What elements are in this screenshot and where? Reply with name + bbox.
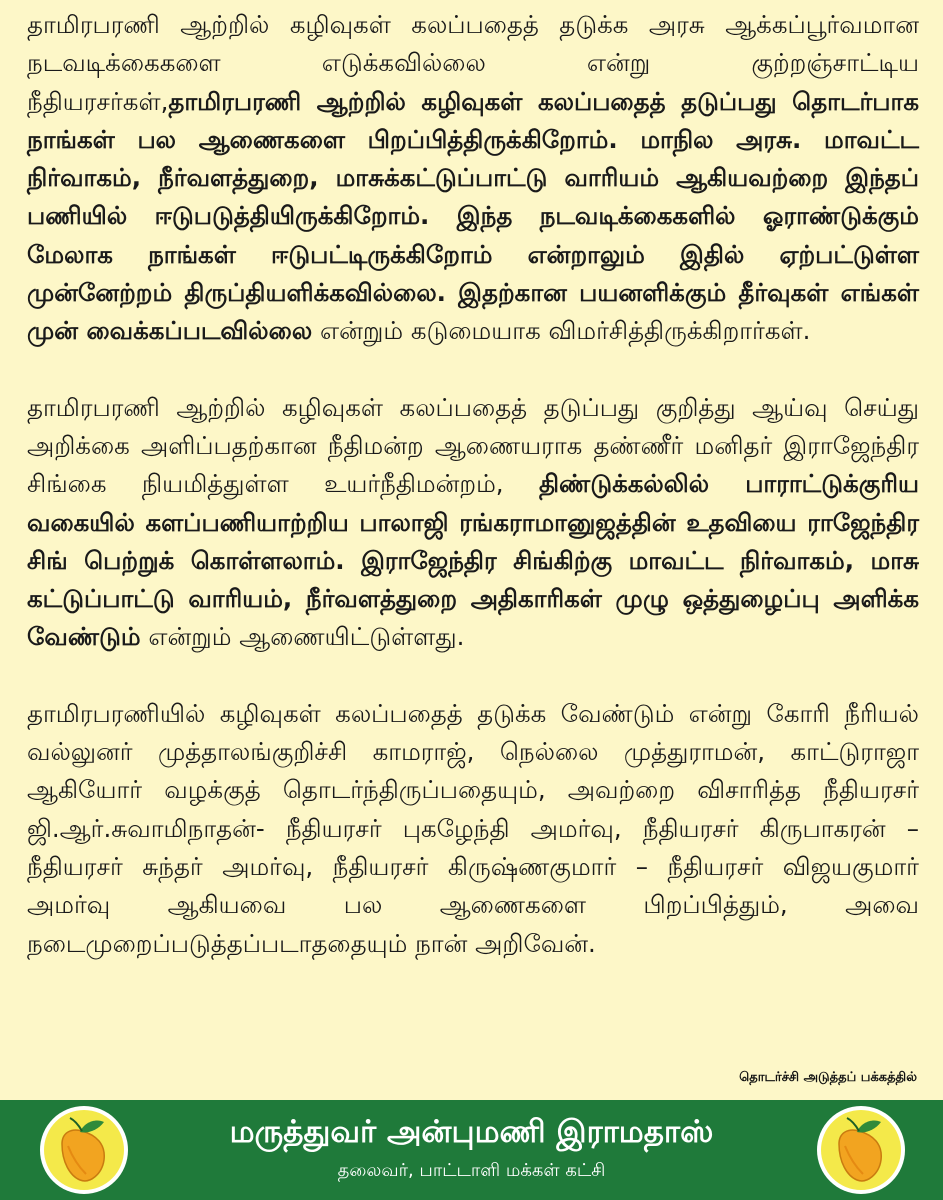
paragraph-2 — [27, 389, 919, 657]
footer-name: மருத்துவர் அன்புமணி இராமதாஸ் — [229, 1114, 714, 1150]
paragraph-2-tail-text: என்றும் ஆணையிட்டுள்ளது. — [140, 622, 465, 652]
paragraph-3-text: தாமிரபரணியில் கழிவுகள் கலப்பதைத் தடுக்க வேண்டும் என்று கோரி நீரியல் வல்லுனர் முத்தாலங்குறிச்சி காமராஜ், நெல்லை முத்துராமன், காட்டுராஜா ஆகியோர் வழக்குத் தொடர்ந்திருப்பதையும், அவற்றை விசாரித்த நீதியரசர் ஜி.ஆர்.சுவாமிநாதன்- நீதியரசர் புகழேந்தி அமர்வு, நீதியரசர் கிருபாகரன் – நீதியரசர் சுந்தர் அமர்வு, நீதியரசர் கிருஷ்ணகுமார் – நீதியரசர் விஜயகுமார் அமர்வு ஆகியவை பல ஆணைகளை பிறப்பித்தும், அவை நடைமுறைப்படுத்தப்படாததையும் நான் அறிவேன். — [27, 698, 919, 958]
article-body — [27, 6, 919, 1001]
footer-role: தலைவர், பாட்டாளி மக்கள் கட்சி — [337, 1160, 606, 1181]
paragraph-1-text: தாமிரபரணி ஆற்றில் கழிவுகள் கலப்பதைத் தடுக்க அரசு ஆக்கப்பூர்வமான நடவடிக்கைகளை எடுக்கவில்லை என்று குற்றஞ்சாட்டிய நீதியரசர்கள், — [27, 10, 919, 116]
paragraph-3 — [27, 695, 919, 963]
paragraph-1 — [27, 6, 919, 351]
mango-logo-icon — [815, 1104, 907, 1196]
paragraph-1-tail-text: என்றும் கடுமையாக விமர்சித்திருக்கிறார்கள். — [312, 316, 811, 346]
footer-banner — [0, 1100, 943, 1200]
paragraph-1-bold-text: தாமிரபரணி ஆற்றில் கழிவுகள் கலப்பதைத் தடுப்பது தொடர்பாக நாங்கள் பல ஆணைகளை பிறப்பித்திருக்கிறோம். மாநில அரசு. மாவட்ட நிர்வாகம், நீர்வளத்துறை, மாசுக்கட்டுப்பாட்டு வாரியம் ஆகியவற்றை இந்தப் பணியில் ஈடுபடுத்தியிருக்கிறோம். இந்த நடவடிக்கைகளில் ஓராண்டுக்கும் மேலாக நாங்கள் ஈடுபட்டிருக்கிறோம் என்றாலும் இதில் ஏற்பட்டுள்ள முன்னேற்றம் திருப்தியளிக்கவில்லை. இதற்கான பயனளிக்கும் தீர்வுகள் எங்கள் முன் வைக்கப்படவில்லை — [27, 86, 919, 346]
paragraph-2-text: தாமிரபரணி ஆற்றில் கழிவுகள் கலப்பதைத் தடுப்பது குறித்து ஆய்வு செய்து அறிக்கை அளிப்பதற்கான நீதிமன்ற ஆணையராக தண்ணீர் மனிதர் இராஜேந்திர சிங்கை நியமித்துள்ள உயர்நீதிமன்றம், — [27, 392, 919, 499]
paragraph-2-bold-text: திண்டுக்கல்லில் பாராட்டுக்குரிய வகையில் களப்பணியாற்றிய பாலாஜி ரங்கராமானுஜத்தின் உதவியை ராஜேந்திர சிங் பெற்றுக் கொள்ளலாம். இராஜேந்திர சிங்கிற்கு மாவட்ட நிர்வாகம், மாசு கட்டுப்பாட்டு வாரியம், நீர்வளத்துறை அதிகாரிகள் முழு ஒத்துழைப்பு அளிக்க வேண்டும் — [27, 469, 919, 652]
continued-note: தொடர்ச்சி அடுத்தப் பக்கத்தில் — [739, 1070, 917, 1085]
